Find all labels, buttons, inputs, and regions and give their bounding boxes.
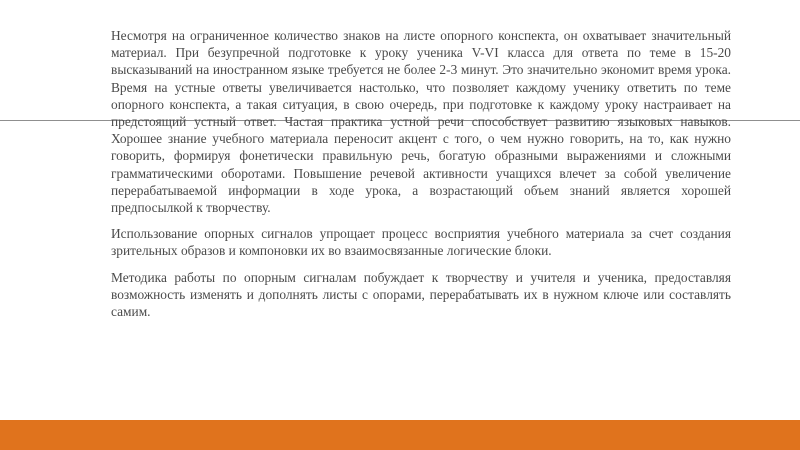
paragraph-3: Методика работы по опорным сигналам побуждает к творчеству и учителя и ученика, предоставляя возможность изменять и дополнять листы с опорами, перерабатывать их в нужном ключе или составлять самим. <box>111 269 731 320</box>
bottom-accent-band <box>0 420 800 450</box>
slide-text-body <box>111 27 731 329</box>
paragraph-1: Несмотря на ограниченное количество знаков на листе опорного конспекта, он охватывает значительный материал. При безупречной подготовке к уроку ученика V-VI класса для ответа по теме в 15-20 высказываний на иностранном языке требуется не более 2-3 минут. Это значительно экономит время урока. Время на устные ответы увеличивается настолько, что позволяет каждому ученику ответить по теме опорного конспекта, а такая ситуация, в свою очередь, при подготовке к каждому уроку настраивает на предстоящий устный ответ. Частая практика устной речи способствует развитию языковых навыков. Хорошее знание учебного материала переносит акцент с того, о чем нужно говорить, на то, как нужно говорить, формируя фонетически правильную речь, богатую образными выражениями и сложными грамматическими оборотами. Повышение речевой активности учащихся влечет за собой увеличение перерабатываемой информации в ходе урока, а возрастающий объем знаний является хорошей предпосылкой к творчеству. <box>111 28 731 216</box>
paragraph-2: Использование опорных сигналов упрощает процесс восприятия учебного материала за счет создания зрительных образов и компоновки их во взаимосвязанные логические блоки. <box>111 226 731 259</box>
